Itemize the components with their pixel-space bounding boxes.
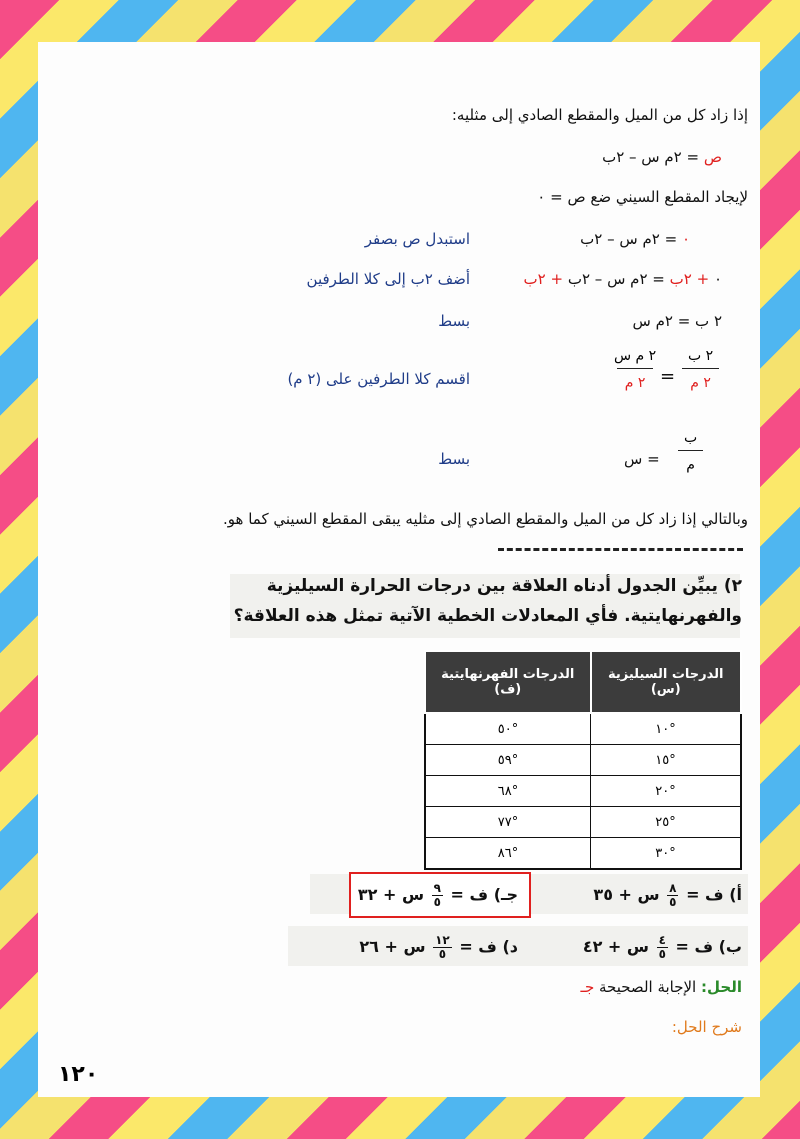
step4-left-den: ٢ م (682, 368, 719, 391)
solution-line (581, 978, 742, 996)
x-intercept-instruction: لإيجاد المقطع السيني ضع ص = ٠ (537, 188, 748, 206)
step-4-left-fraction (682, 348, 719, 391)
cell-celsius: °١٥ (591, 745, 741, 776)
header-celsius: الدرجات السيليزية (س) (591, 651, 741, 713)
solution-label: الحل: (701, 978, 742, 996)
option-a-fraction (667, 882, 678, 909)
temperature-table (424, 650, 742, 870)
option-b-post: س + ٤٢ (582, 937, 649, 956)
step1-rest: = ٢م س – ٢ب (580, 230, 678, 248)
cell-fahrenheit: °٦٨ (425, 776, 591, 807)
option-d-den: ٥ (438, 947, 447, 961)
conclusion-line: وبالتالي إذا زاد كل من الميل والمقطع الصادي إلى مثليه يبقى المقطع السيني كما هو. (223, 510, 748, 528)
table-row (425, 745, 741, 776)
step-1-note: استبدل ص بصفر (364, 230, 470, 248)
step2-c: = ٢م س – ٢ب (567, 270, 665, 288)
cell-celsius: °٢٠ (591, 776, 741, 807)
option-a[interactable] (593, 882, 742, 909)
option-c-pre: ف = (450, 885, 489, 904)
cell-fahrenheit: °٥٠ (425, 713, 591, 745)
step-3: ٢ ب = ٢م س (632, 312, 722, 330)
option-d-pre: ف = (459, 937, 497, 956)
step-2 (524, 270, 722, 288)
option-b-label: ب) (718, 937, 742, 956)
step-4-equals: = (660, 366, 676, 387)
step-3-note: بسط (438, 312, 470, 330)
option-b-pre: ف = (675, 937, 714, 956)
option-d-label: د) (502, 937, 518, 956)
equation-1 (602, 148, 722, 166)
step4-right-den: ٢ م (617, 368, 654, 391)
step4-right-num: ٢ م س (614, 348, 657, 364)
cell-celsius: °٣٠ (591, 838, 741, 870)
intro-line: إذا زاد كل من الميل والمقطع الصادي إلى مثليه: (451, 106, 748, 124)
step2-d: + ٢ب (523, 270, 564, 288)
header-fahrenheit: الدرجات الفهرنهايتية (ف) (425, 651, 591, 713)
step4-left-num: ٢ ب (688, 348, 714, 364)
question-line-1: ٢) يبيِّن الجدول أدناه العلاقة بين درجات الحرارة السيليزية (266, 576, 742, 596)
option-a-post: س + ٣٥ (593, 885, 660, 904)
eq1-rest: = ٢م س – ٢ب (602, 148, 700, 166)
cell-celsius: °١٠ (591, 713, 741, 745)
option-a-pre: ف = (686, 885, 724, 904)
cell-fahrenheit: °٨٦ (425, 838, 591, 870)
option-d[interactable] (359, 934, 518, 961)
step1-zero: ٠ (681, 230, 690, 248)
solution-text: الإجابة الصحيحة (599, 978, 697, 996)
question-line-2: والفهرنهايتية. فأي المعادلات الخطية الآتية تمثل هذه العلاقة؟ (233, 606, 742, 626)
option-b-num: ٤ (658, 933, 666, 947)
option-c[interactable] (358, 882, 518, 909)
step5-den: م (678, 450, 703, 473)
cell-fahrenheit: °٥٩ (425, 745, 591, 776)
option-c-post: س + ٣٢ (357, 885, 425, 904)
option-d-fraction (433, 934, 452, 961)
table-row (425, 713, 741, 745)
option-c-den: ٥ (433, 895, 441, 909)
step-2-note: أضف ٢ب إلى كلا الطرفين (306, 270, 470, 288)
option-a-label: أ) (729, 885, 742, 904)
option-c-label: جـ) (493, 885, 518, 904)
page-number: ١٢٠ (58, 1062, 99, 1087)
step-4-note: اقسم كلا الطرفين على (٢ م) (287, 370, 470, 388)
option-b[interactable] (583, 934, 742, 961)
option-c-num: ٩ (433, 881, 441, 895)
step-4-right-fraction (608, 348, 662, 391)
step2-a: ٠ (713, 270, 722, 288)
option-b-den: ٥ (658, 947, 666, 961)
option-a-num: ٨ (669, 881, 677, 895)
option-c-fraction (432, 882, 443, 909)
step-5-fraction (678, 430, 703, 473)
dashed-separator (498, 548, 743, 551)
step-5-rest: = س (624, 450, 660, 468)
table-row (425, 838, 741, 870)
step5-num: ب (684, 430, 698, 446)
table-row (425, 776, 741, 807)
cell-celsius: °٢٥ (591, 807, 741, 838)
step-5-note: بسط (438, 450, 470, 468)
table-row (425, 807, 741, 838)
cell-fahrenheit: °٧٧ (425, 807, 591, 838)
page-sheet (38, 42, 760, 1097)
step2-b: + ٢ب (669, 270, 710, 288)
step-1 (580, 230, 690, 248)
option-d-num: ١٢ (435, 933, 450, 947)
solution-explain-label: شرح الحل: (671, 1018, 742, 1036)
option-b-fraction (657, 934, 668, 961)
option-a-den: ٥ (669, 895, 677, 909)
eq1-y: ص (703, 148, 722, 166)
option-d-post: س + ٢٦ (359, 937, 426, 956)
solution-answer: جـ (580, 978, 595, 996)
